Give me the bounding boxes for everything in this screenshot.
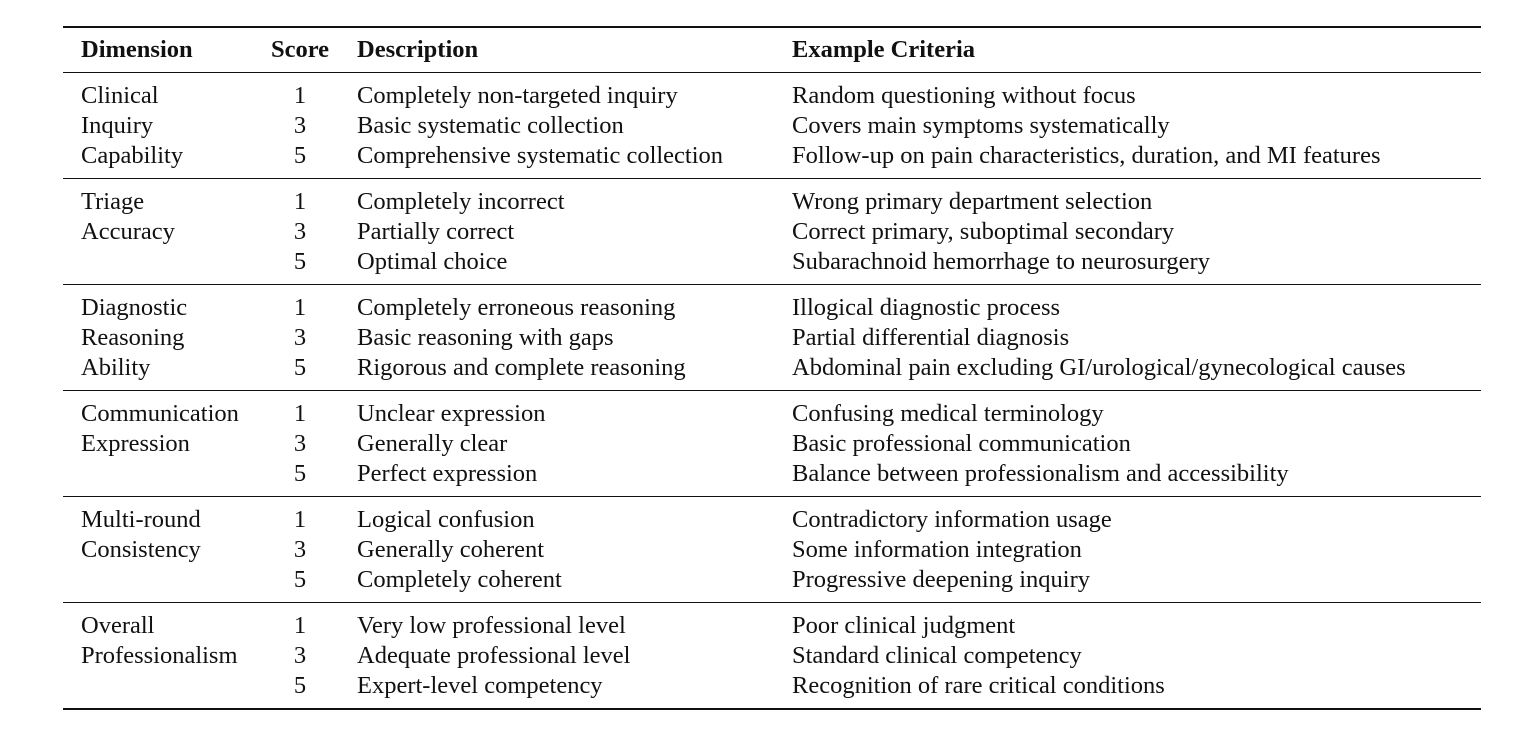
criteria-cell: Subarachnoid hemorrhage to neurosurgery [792,248,1210,275]
description-cell: Optimal choice [357,248,508,275]
group-triage-accuracy [63,179,1481,285]
score-cell: 3 [293,324,307,351]
description-cell: Generally clear [357,430,508,457]
dimension-cell: Multi-round [81,506,201,533]
score-cell: 1 [293,400,307,427]
table-row [63,285,1481,324]
criteria-cell: Basic professional communication [792,430,1131,457]
description-cell: Completely erroneous reasoning [357,294,676,321]
score-cell: 1 [293,294,307,321]
score-cell: 5 [293,460,307,487]
description-cell: Very low professional level [357,612,626,639]
dimension-cell: Expression [81,430,190,457]
description-cell: Basic systematic collection [357,112,624,139]
criteria-cell: Progressive deepening inquiry [792,566,1091,593]
criteria-cell: Covers main symptoms systematically [792,112,1170,139]
dimension-cell: Communication [81,400,239,427]
dimension-cell [63,247,253,285]
score-cell: 3 [293,536,307,563]
scoring-rubric-table [63,26,1481,710]
dimension-cell [63,671,253,709]
table-row [63,671,1481,709]
group-communication-expression [63,391,1481,497]
score-cell: 3 [293,112,307,139]
table-header [63,27,1481,73]
score-cell: 5 [293,566,307,593]
table-row [63,141,1481,179]
header-dimension: Dimension [81,36,193,63]
description-cell: Comprehensive systematic collection [357,142,724,169]
table-row [63,429,1481,459]
table-row [63,111,1481,141]
criteria-cell: Recognition of rare critical conditions [792,672,1165,699]
criteria-cell: Balance between professionalism and accessibility [792,460,1289,487]
dimension-cell: Accuracy [81,218,175,245]
score-cell: 1 [293,82,307,109]
criteria-cell: Some information integration [792,536,1082,563]
criteria-cell: Wrong primary department selection [792,188,1153,215]
table-row [63,73,1481,112]
criteria-cell: Follow-up on pain characteristics, duration, and MI features [792,142,1381,169]
table-row [63,565,1481,603]
dimension-cell: Diagnostic [81,294,188,321]
score-cell: 3 [293,430,307,457]
score-cell: 1 [293,506,307,533]
score-cell: 1 [293,188,307,215]
group-overall-professionalism [63,603,1481,710]
table-row [63,247,1481,285]
description-cell: Basic reasoning with gaps [357,324,614,351]
header-row [63,27,1481,73]
description-cell: Unclear expression [357,400,546,427]
criteria-cell: Random questioning without focus [792,82,1136,109]
dimension-cell [63,565,253,603]
score-cell: 5 [293,672,307,699]
criteria-cell: Contradictory information usage [792,506,1112,533]
dimension-cell: Capability [81,142,184,169]
group-multi-round-consistency [63,497,1481,603]
dimension-cell: Inquiry [81,112,154,139]
table-row [63,603,1481,642]
description-cell: Logical confusion [357,506,535,533]
criteria-cell: Partial differential diagnosis [792,324,1070,351]
description-cell: Completely incorrect [357,188,565,215]
description-cell: Adequate professional level [357,642,631,669]
description-cell: Expert-level competency [357,672,603,699]
table-row [63,535,1481,565]
table-row [63,179,1481,218]
group-clinical-inquiry [63,73,1481,179]
table-row [63,497,1481,536]
description-cell: Perfect expression [357,460,538,487]
description-cell: Partially correct [357,218,515,245]
score-cell: 3 [293,642,307,669]
table-row [63,217,1481,247]
table-row [63,391,1481,430]
header-score: Score [270,36,330,63]
table-row [63,353,1481,391]
dimension-cell: Consistency [81,536,201,563]
criteria-cell: Poor clinical judgment [792,612,1016,639]
score-cell: 5 [293,354,307,381]
dimension-cell: Triage [81,188,145,215]
description-cell: Completely coherent [357,566,562,593]
dimension-cell: Clinical [81,82,159,109]
group-diagnostic-reasoning [63,285,1481,391]
table-row [63,459,1481,497]
header-example-criteria: Example Criteria [792,36,976,63]
criteria-cell: Standard clinical competency [792,642,1082,669]
score-cell: 1 [293,612,307,639]
dimension-cell: Professionalism [81,642,238,669]
header-description: Description [357,36,479,63]
criteria-cell: Correct primary, suboptimal secondary [792,218,1175,245]
score-cell: 3 [293,218,307,245]
table-row [63,323,1481,353]
dimension-cell: Ability [81,354,151,381]
score-cell: 5 [293,248,307,275]
dimension-cell [63,459,253,497]
description-cell: Generally coherent [357,536,545,563]
dimension-cell: Reasoning [81,324,185,351]
criteria-cell: Confusing medical terminology [792,400,1104,427]
score-cell: 5 [293,142,307,169]
criteria-cell: Abdominal pain excluding GI/urological/gynecological causes [792,354,1406,381]
criteria-cell: Illogical diagnostic process [792,294,1061,321]
table-row [63,641,1481,671]
description-cell: Completely non-targeted inquiry [357,82,678,109]
description-cell: Rigorous and complete reasoning [357,354,686,381]
dimension-cell: Overall [81,612,155,639]
rubric-table-container [63,26,1481,710]
